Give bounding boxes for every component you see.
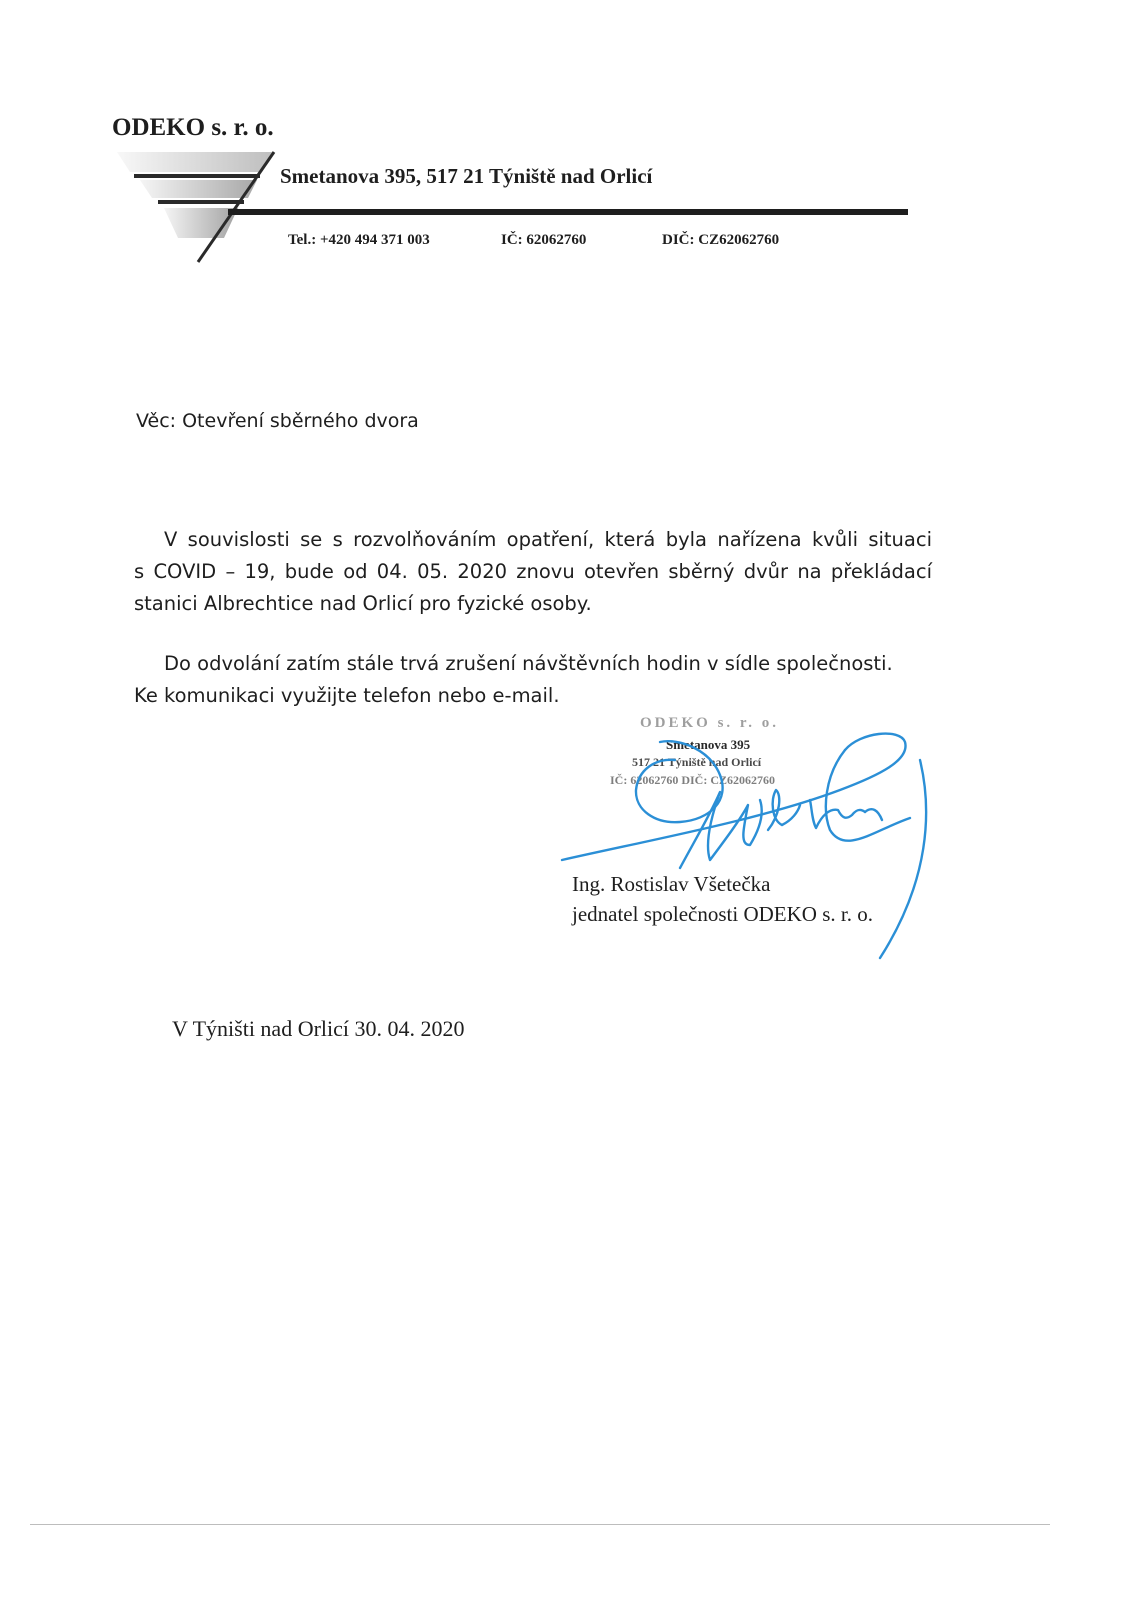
paragraph-line: s COVID – 19, bude od 04. 05. 2020 znovu otevřen sběrný dvůr na překládací [134,560,932,583]
stamp-line: 517 21 Týniště nad Orlicí [632,755,762,769]
paragraph-line: stanici Albrechtice nad Orlicí pro fyzické osoby. [134,592,592,615]
company-logo-icon [112,150,282,265]
signatory-role: jednatel společnosti ODEKO s. r. o. [572,902,873,926]
paragraph-line: V souvislosti se s rozvolňováním opatření, která byla nařízena kvůli situaci [164,528,932,551]
body-paragraph-1 [134,524,932,620]
body-paragraph-2 [134,648,932,712]
scan-edge-line [30,1524,1050,1525]
stamp-line: ODEKO s. r. o. [640,715,779,731]
company-phone: Tel.: +420 494 371 003 [288,232,430,248]
company-vat-id: DIČ: CZ62062760 [662,232,780,248]
stamp-line: IČ: 62062760 DIČ: CZ62062760 [610,773,775,787]
company-id: IČ: 62062760 [501,232,587,248]
paragraph-line: Do odvolání zatím stále trvá zrušení návštěvních hodin v sídle společnosti. [164,652,893,675]
company-name: ODEKO s. r. o. [112,114,274,141]
stamp-line: Smetanova 395 [666,737,751,752]
paragraph-line: Ke komunikaci využijte telefon nebo e-mail. [134,684,560,707]
place-and-date: V Týništi nad Orlicí 30. 04. 2020 [172,1016,465,1041]
header-divider [228,209,908,215]
company-address: Smetanova 395, 517 21 Týniště nad Orlicí [280,164,653,188]
signatory-name: Ing. Rostislav Všetečka [572,872,771,896]
letter-subject: Věc: Otevření sběrného dvora [136,410,419,432]
